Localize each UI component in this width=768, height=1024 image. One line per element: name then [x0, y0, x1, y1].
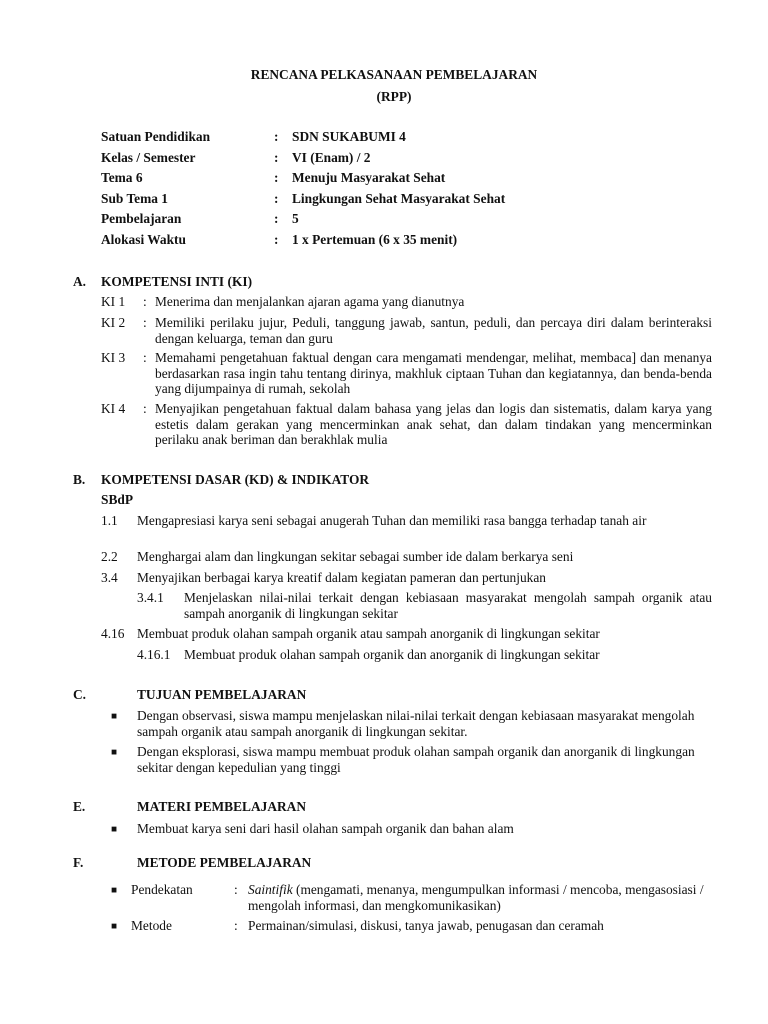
ki-colon: : [143, 350, 147, 365]
identity-value: SDN SUKABUMI 4 [292, 129, 406, 144]
section-letter: F. [73, 855, 84, 870]
identity-colon: : [274, 170, 279, 185]
kd-text: Menyajikan berbagai karya kreatif dalam kegiatan pameran dan pertunjukan [137, 570, 546, 585]
identity-label: Satuan Pendidikan [101, 129, 211, 144]
method-value: Permainan/simulasi, diskusi, tanya jawab, penugasan dan ceramah [248, 918, 604, 933]
indicator-text: Menjelaskan nilai-nilai terkait dengan kebiasaan masyarakat mengolah sampah organik atau sampah anorganik di lingkungan sekitar [184, 590, 712, 621]
section-letter: E. [73, 799, 86, 814]
identity-colon: : [274, 211, 279, 226]
section-letter: A. [73, 274, 87, 289]
identity-label: Pembelajaran [101, 211, 182, 226]
identity-value: Lingkungan Sehat Masyarakat Sehat [292, 191, 506, 206]
kd-text: Membuat produk olahan sampah organik atau sampah anorganik di lingkungan sekitar [137, 626, 600, 641]
identity-value: 1 x Pertemuan (6 x 35 menit) [292, 232, 458, 247]
ki-colon: : [143, 294, 147, 309]
identity-label: Tema 6 [101, 170, 143, 185]
ki-text: Menyajikan pengetahuan faktual dalam bahasa yang jelas dan logis dan sistematis, dalam karya yang estetis dalam gerakan yang mencerminkan anak sehat, dan dalam tindakan yang mencerminkan perilaku anak beriman dan berakhlak mulia [155, 401, 712, 447]
section-heading: TUJUAN PEMBELAJARAN [137, 687, 307, 702]
identity-value: Menuju Masyarakat Sehat [292, 170, 446, 185]
identity-value: VI (Enam) / 2 [292, 150, 371, 165]
method-colon: : [234, 882, 238, 897]
kd-number: 3.4 [101, 570, 118, 585]
kd-text: Menghargai alam dan lingkungan sekitar sebagai sumber ide dalam berkarya seni [137, 549, 574, 564]
material-item: Membuat karya seni dari hasil olahan sampah organik dan bahan alam [137, 821, 514, 836]
square-bullet-icon: ■ [111, 711, 118, 722]
ki-colon: : [143, 315, 147, 330]
identity-colon: : [274, 232, 279, 247]
indicator-number: 4.16.1 [137, 647, 171, 662]
method-label: Metode [131, 918, 172, 933]
ki-text: Menerima dan menjalankan ajaran agama yang dianutnya [155, 294, 465, 309]
method-label: Pendekatan [131, 882, 193, 897]
section-heading: MATERI PEMBELAJARAN [137, 799, 306, 814]
ki-text: Memiliki perilaku jujur, Peduli, tanggung jawab, santun, peduli, dan percaya diri dalam berinteraksi dengan keluarga, teman dan guru [155, 315, 712, 346]
ki-code: KI 1 [101, 294, 126, 309]
method-colon: : [234, 918, 238, 933]
square-bullet-icon: ■ [111, 747, 118, 758]
identity-label: Sub Tema 1 [101, 191, 168, 206]
identity-label: Kelas / Semester [101, 150, 196, 165]
ki-text: Memahami pengetahuan faktual dengan cara mengamati mendengar, melihat, membaca] dan menanya berdasarkan rasa ingin tahu tentang dirinya, makhluk ciptaan Tuhan dan kegiatannya, dan benda-benda yang dijumpainya di rumah, sekolah [155, 350, 712, 396]
ki-code: KI 3 [101, 350, 126, 365]
kd-number: 4.16 [101, 626, 125, 641]
identity-colon: : [274, 129, 279, 144]
section-letter: B. [73, 472, 86, 487]
identity-colon: : [274, 191, 279, 206]
section-heading: KOMPETENSI DASAR (KD) & INDIKATOR [101, 472, 370, 487]
ki-code: KI 4 [101, 401, 126, 416]
subject-heading: SBdP [101, 492, 134, 507]
section-heading: KOMPETENSI INTI (KI) [101, 274, 253, 289]
square-bullet-icon: ■ [111, 885, 118, 896]
document-title: RENCANA PELKASANAAN PEMBELAJARAN [250, 67, 538, 82]
approach-description: (mengamati, menanya, mengumpulkan informasi / mencoba, mengasosiasi / mengolah informasi, dan mengkomunikasikan) [248, 882, 704, 913]
section-heading: METODE PEMBELAJARAN [137, 855, 312, 870]
kd-number: 2.2 [101, 549, 118, 564]
identity-colon: : [274, 150, 279, 165]
square-bullet-icon: ■ [111, 824, 118, 835]
ki-colon: : [143, 401, 147, 416]
section-letter: C. [73, 687, 87, 702]
indicator-text: Membuat produk olahan sampah organik dan anorganik di lingkungan sekitar [184, 647, 600, 662]
indicator-number: 3.4.1 [137, 590, 164, 605]
approach-name: Saintifik [248, 882, 293, 897]
kd-text: Mengapresiasi karya seni sebagai anugerah Tuhan dan memiliki rasa bangga terhadap tanah air [137, 513, 647, 528]
method-value [248, 882, 712, 913]
objective-item: Dengan eksplorasi, siswa mampu membuat produk olahan sampah organik dan anorganik di lingkungan sekitar dengan kepedulian yang tinggi [137, 744, 695, 775]
document-subtitle: (RPP) [376, 89, 412, 104]
square-bullet-icon: ■ [111, 921, 118, 932]
identity-label: Alokasi Waktu [101, 232, 186, 247]
kd-number: 1.1 [101, 513, 118, 528]
ki-code: KI 2 [101, 315, 126, 330]
objective-item: Dengan observasi, siswa mampu menjelaskan nilai-nilai terkait dengan kebiasaan masyarakat mengolah sampah organik atau sampah anorganik di lingkungan sekitar. [137, 708, 695, 739]
identity-value: 5 [292, 211, 299, 226]
